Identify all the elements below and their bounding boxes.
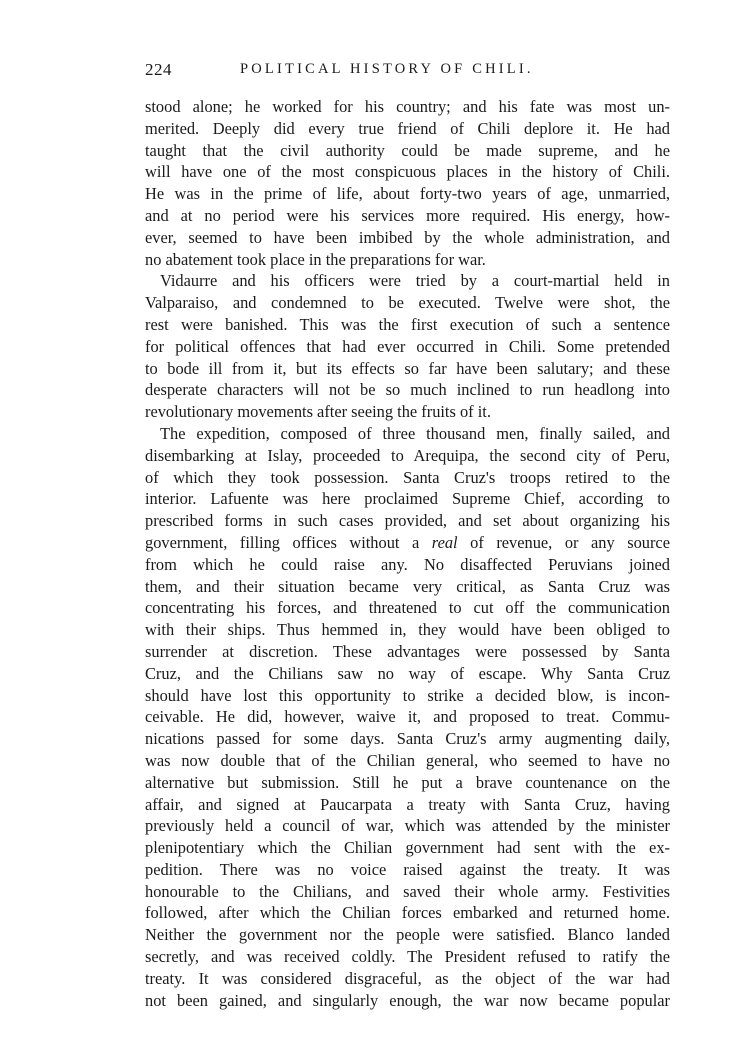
text-line: taught that the civil authority could be made supreme, and he xyxy=(145,140,670,160)
text-line: to bode ill from it, but its effects so far have been salutary; and these xyxy=(145,358,670,378)
text-line: Neither the government nor the people were satisfied. Blanco landed xyxy=(145,925,670,945)
text-line: disembarking at Islay, proceeded to Arequipa, the second city of Peru, xyxy=(145,445,670,465)
text-line: Valparaiso, and condemned to be executed. Twelve were shot, the xyxy=(145,293,670,313)
text-line: stood alone; he worked for his country; and his fate was most un- xyxy=(145,97,670,116)
text-line: treaty. It was considered disgraceful, as the object of the war had xyxy=(145,968,670,988)
text-line: affair, and signed at Paucarpata a treaty with Santa Cruz, having xyxy=(145,794,670,814)
italic-term: real xyxy=(431,532,458,552)
body-text xyxy=(145,96,670,1011)
text-line: rest were banished. This was the first execution of such a sentence xyxy=(145,314,670,334)
text-line: honourable to the Chilians, and saved their whole army. Festivities xyxy=(145,881,670,901)
text-line: for political offences that had ever occurred in Chili. Some pretended xyxy=(145,336,670,356)
text-line: nications passed for some days. Santa Cruz's army augmenting daily, xyxy=(145,729,670,749)
text-line: alternative but submission. Still he put a brave countenance on the xyxy=(145,772,670,792)
text-line: He was in the prime of life, about forty-two years of age, unmarried, xyxy=(145,184,670,204)
text-line: Cruz, and the Chilians saw no way of escape. Why Santa Cruz xyxy=(145,663,670,683)
text-line: previously held a council of war, which was attended by the minister xyxy=(145,816,670,836)
text-line: revolutionary movements after seeing the fruits of it. xyxy=(145,402,491,422)
text-line: plenipotentiary which the Chilian government had sent with the ex- xyxy=(145,838,670,858)
text-line: them, and their situation became very critical, as Santa Cruz was xyxy=(145,576,670,596)
text-line: interior. Lafuente was here proclaimed Supreme Chief, according to xyxy=(145,489,670,509)
page-number: 224 xyxy=(145,60,172,79)
text-line: no abatement took place in the preparations for war. xyxy=(145,249,486,269)
text-line: ever, seemed to have been imbibed by the whole administration, and xyxy=(145,227,670,247)
text-line: pedition. There was no voice raised against the treaty. It was xyxy=(145,859,670,879)
text-line: concentrating his forces, and threatened to cut off the communication xyxy=(145,598,670,618)
text-line: not been gained, and singularly enough, the war now became popular xyxy=(145,990,670,1010)
text-line: prescribed forms in such cases provided, and set about organizing his xyxy=(145,511,670,531)
running-head xyxy=(145,60,670,84)
running-title: POLITICAL HISTORY OF CHILI. xyxy=(240,61,534,77)
text-line: from which he could raise any. No disaffected Peruvians joined xyxy=(145,554,670,574)
text-line: surrender at discretion. These advantages were possessed by Santa xyxy=(145,641,670,661)
text-line: was now double that of the Chilian general, who seemed to have no xyxy=(145,750,670,770)
text-line: Vidaurre and his officers were tried by a court-martial held in xyxy=(160,271,670,291)
text-line: should have lost this opportunity to strike a decided blow, is incon- xyxy=(145,685,670,705)
text-line: desperate characters will not be so much inclined to run headlong into xyxy=(145,380,670,400)
text-line: merited. Deeply did every true friend of Chili deplore it. He had xyxy=(145,118,670,138)
text-line: and at no period were his services more required. His energy, how- xyxy=(145,205,670,225)
text-line: ceivable. He did, however, waive it, and proposed to treat. Commu- xyxy=(145,707,670,727)
text-line: The expedition, composed of three thousand men, finally sailed, and xyxy=(160,423,670,443)
text-line: with their ships. Thus hemmed in, they would have been obliged to xyxy=(145,620,670,640)
text-line: secretly, and was received coldly. The President refused to ratify the xyxy=(145,947,670,967)
text-line: of which they took possession. Santa Cruz's troops retired to the xyxy=(145,467,670,487)
text-line: government, filling offices without a real of revenue, or any source xyxy=(145,532,670,552)
text-line: followed, after which the Chilian forces embarked and returned home. xyxy=(145,903,670,923)
text-line: will have one of the most conspicuous places in the history of Chili. xyxy=(145,162,670,182)
